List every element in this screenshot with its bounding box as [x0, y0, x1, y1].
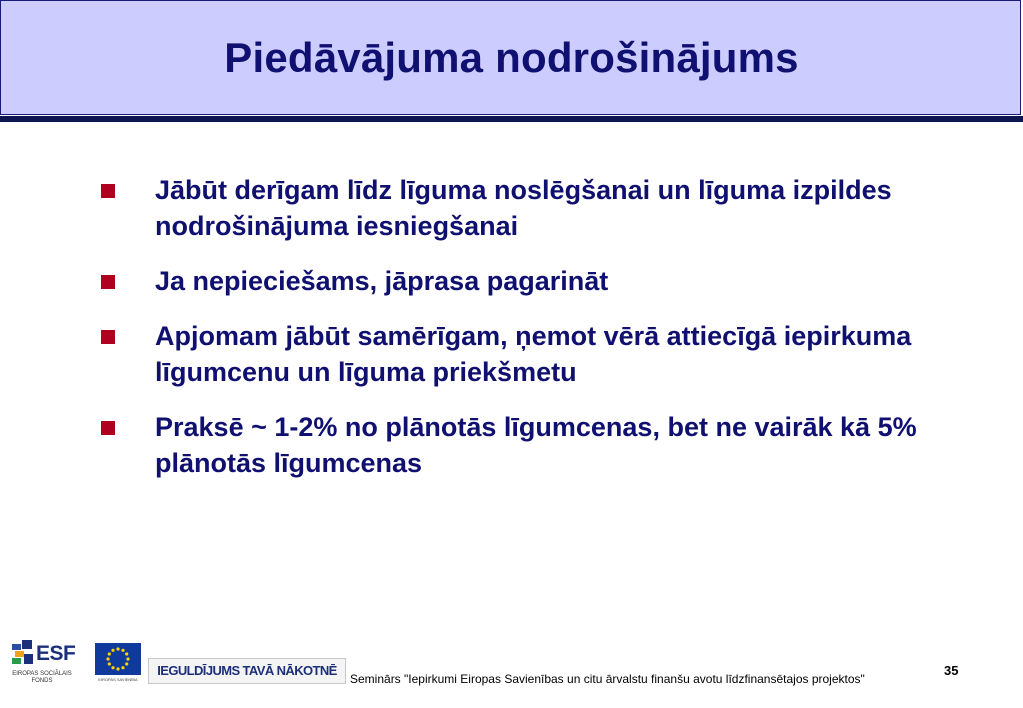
slide-number: 35 — [944, 663, 959, 678]
square-bullet-icon — [101, 184, 115, 198]
bullet-text: Jābūt derīgam līdz līguma noslēgšanai un līguma izpildes nodrošinājuma iesniegšanai — [155, 175, 892, 241]
slide-title: Piedāvājuma nodrošinājums — [224, 34, 799, 81]
esf-logo — [12, 640, 80, 688]
motto-banner: IEGULDĪJUMS TAVĀ NĀKOTNĒ — [148, 658, 346, 684]
bullet-item — [0, 409, 1023, 481]
bullet-item — [0, 172, 1023, 244]
bullet-item — [0, 263, 1023, 299]
eu-flag-caption: EIROPAS SAVIENĪBA — [98, 677, 138, 682]
square-bullet-icon — [101, 421, 115, 435]
bullet-list — [0, 172, 1023, 500]
bullet-text: Praksē ~ 1-2% no plānotās līgumcenas, bet ne vairāk kā 5% plānotās līgumcenas — [155, 412, 917, 478]
footer-logos — [0, 630, 360, 690]
esf-logo-subtitle: EIROPAS SOCIĀLAIS FONDS — [12, 671, 72, 684]
bullet-text: Ja nepieciešams, jāprasa pagarināt — [155, 266, 609, 296]
eu-flag-icon — [95, 643, 141, 675]
esf-logo-word: ESF — [36, 642, 76, 665]
square-bullet-icon — [101, 330, 115, 344]
bullet-text: Apjomam jābūt samērīgam, ņemot vērā attiecīgā iepirkuma līgumcenu un līguma priekšmetu — [155, 321, 912, 387]
esf-logo-icon — [12, 640, 34, 666]
title-band — [0, 0, 1021, 115]
bullet-item — [0, 318, 1023, 390]
title-underline — [0, 116, 1023, 122]
square-bullet-icon — [101, 275, 115, 289]
footer-caption: Seminārs "Iepirkumi Eiropas Savienības un citu ārvalstu finanšu avotu līdzfinansētajos projektos" — [350, 672, 865, 686]
